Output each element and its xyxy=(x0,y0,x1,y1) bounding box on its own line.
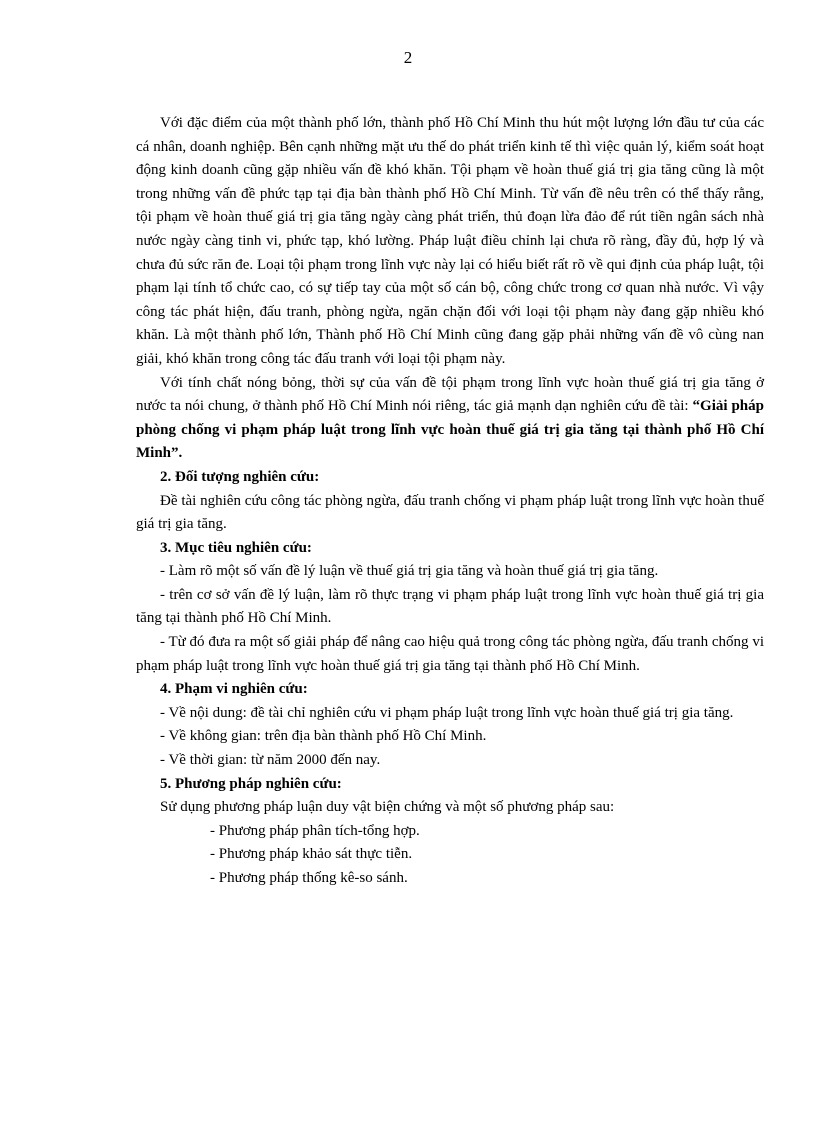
research-method-item: - Phương pháp thống kê-so sánh. xyxy=(210,870,408,886)
research-goal-item: - Làm rõ một số vấn đề lý luận về thuế giá trị gia tăng và hoàn thuế giá trị gia tăng. xyxy=(160,563,659,580)
section-heading-research-scope: 4. Phạm vi nghiên cứu: xyxy=(160,681,308,698)
intro-paragraph: Với đặc điểm của một thành phố lớn, thành phố Hồ Chí Minh thu hút một lượng lớn đầu tư của các cá nhân, doanh nghiệp. Bên cạnh những mặt ưu thế do phát triển kinh tế thì việc quản lý, kiểm soát hoạt động kinh doanh cũng gặp nhiều vấn đề khó khăn. Tội phạm về hoàn thuế giá trị gia tăng cũng là một trong những vấn đề phức tạp tại địa bàn thành phố Hồ Chí Minh. Từ vấn đề nêu trên có thể thấy rằng, tội phạm về hoàn thuế giá trị gia tăng ngày càng phát triển, thủ đoạn lừa đảo để rút tiền ngân sách nhà nước ngày càng tinh vi, phức tạp, khó lường. Pháp luật điều chỉnh lại chưa rõ ràng, đầy đủ, hợp lý và chưa đủ sức răn đe. Loại tội phạm trong lĩnh vực này lại có hiểu biết rất rõ về qui định của pháp luật, tội phạm lại tính tổ chức cao, có sự tiếp tay của một số cán bộ, công chức trong cơ quan nhà nước. Vì vậy công tác phát hiện, đấu tranh, phòng ngừa, ngăn chặn đối với loại tội phạm này đang gặp nhiều khó khăn. Là một thành phố lớn, Thành phố Hồ Chí Minh cũng đang gặp phải những vấn đề vô cùng nan giải, khó khăn trong công tác đấu tranh với loại tội phạm này. xyxy=(136,115,764,367)
topic-paragraph xyxy=(136,372,764,466)
document-body xyxy=(136,112,764,891)
research-object-text: Đề tài nghiên cứu công tác phòng ngừa, đấu tranh chống vi phạm pháp luật trong lĩnh vực hoàn thuế giá trị gia tăng. xyxy=(136,492,764,533)
research-method-item: - Phương pháp phân tích-tổng hợp. xyxy=(210,822,420,839)
research-scope-item: - Về nội dung: đề tài chỉ nghiên cứu vi phạm pháp luật trong lĩnh vực hoàn thuế giá trị gia tăng. xyxy=(160,704,734,721)
research-scope-item: - Về không gian: trên địa bàn thành phố Hồ Chí Minh. xyxy=(160,728,487,745)
page-number: 2 xyxy=(403,48,413,67)
research-goal-item: - Từ đó đưa ra một số giải pháp để nâng cao hiệu quả trong công tác phòng ngừa, đấu tranh chống vi phạm pháp luật trong lĩnh vực hoàn thuế giá trị gia tăng tại thành phố Hồ Chí Minh. xyxy=(136,634,764,674)
research-goal-item: - trên cơ sở vấn đề lý luận, làm rõ thực trạng vi phạm pháp luật trong lĩnh vực hoàn thuế giá trị gia tăng tại thành phố Hồ Chí Minh. xyxy=(136,586,764,627)
section-heading-research-goals: 3. Mục tiêu nghiên cứu: xyxy=(160,539,312,556)
research-scope-item: - Về thời gian: từ năm 2000 đến nay. xyxy=(160,752,381,769)
thesis-title: “Giải pháp phòng chống vi phạm pháp luật trong lĩnh vực hoàn thuế giá trị gia tăng tại thành phố Hồ Chí Minh”. xyxy=(136,398,764,462)
topic-lead: Với tính chất nóng bỏng, thời sự của vấn đề tội phạm trong lĩnh vực hoàn thuế giá trị gia tăng ở nước ta nói chung, ở thành phố Hồ Chí Minh nói riêng, tác giả mạnh dạn nghiên cứu đề tài: xyxy=(136,374,764,415)
research-methods-intro: Sử dụng phương pháp luận duy vật biện chứng và một số phương pháp sau: xyxy=(160,799,615,816)
research-method-item: - Phương pháp khảo sát thực tiễn. xyxy=(210,846,413,863)
section-heading-research-methods: 5. Phương pháp nghiên cứu: xyxy=(160,775,342,792)
section-heading-research-object: 2. Đối tượng nghiên cứu: xyxy=(160,468,320,485)
